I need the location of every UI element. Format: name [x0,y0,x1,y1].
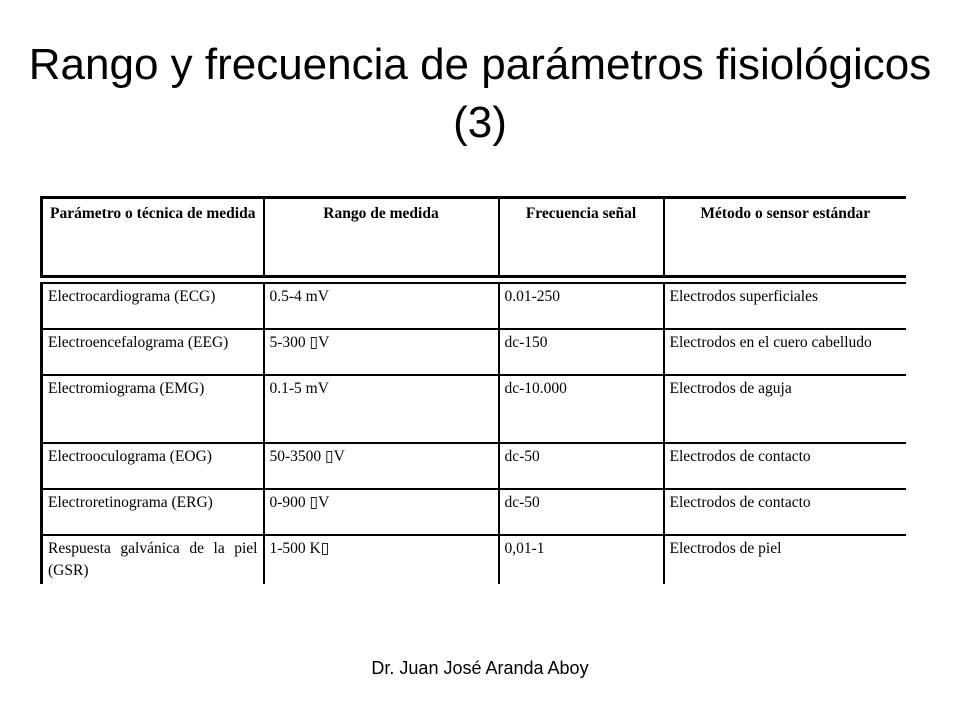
cell-rango: 0.5-4 mV [264,283,499,329]
cell-frecuencia: dc-50 [499,443,664,489]
cell-rango: 1-500 K▯ [264,535,499,584]
table-row [42,535,907,584]
cell-metodo: Electrodos de aguja [664,375,907,443]
parameters-table-container [40,196,906,584]
cell-parametro: Electrooculograma (EOG) [42,443,264,489]
cell-parametro: Electrocardiograma (ECG) [42,283,264,329]
cell-rango: 5-300 ▯V [264,329,499,375]
cell-frecuencia: 0.01-250 [499,283,664,329]
cell-parametro: Electroretinograma (ERG) [42,489,264,535]
header-rango: Rango de medida [264,198,499,277]
cell-rango: 0-900 ▯V [264,489,499,535]
cell-parametro: Electromiograma (EMG) [42,375,264,443]
parameters-table [40,196,906,584]
cell-metodo: Electrodos de piel [664,535,907,584]
cell-metodo: Electrodos de contacto [664,489,907,535]
table-row [42,489,907,535]
table-row [42,329,907,375]
header-metodo: Método o sensor estándar [664,198,907,277]
slide-title: Rango y frecuencia de parámetros fisiológicos (3) [28,40,932,147]
cell-frecuencia: dc-10.000 [499,375,664,443]
cell-parametro: Electroencefalograma (EEG) [42,329,264,375]
cell-metodo: Electrodos en el cuero cabelludo [664,329,907,375]
cell-parametro: Respuesta galvánica de la piel (GSR) [42,535,264,584]
cell-frecuencia: dc-50 [499,489,664,535]
cell-metodo: Electrodos superficiales [664,283,907,329]
cell-frecuencia: 0,01-1 [499,535,664,584]
table-row [42,375,907,443]
header-frecuencia: Frecuencia señal [499,198,664,277]
cell-metodo: Electrodos de contacto [664,443,907,489]
cell-rango: 0.1-5 mV [264,375,499,443]
table-row [42,283,907,329]
header-parametro: Parámetro o técnica de medida [42,198,264,277]
cell-rango: 50-3500 ▯V [264,443,499,489]
table-header-row [42,198,907,277]
footer-author: Dr. Juan José Aranda Aboy [371,658,589,678]
table-row [42,443,907,489]
cell-frecuencia: dc-150 [499,329,664,375]
